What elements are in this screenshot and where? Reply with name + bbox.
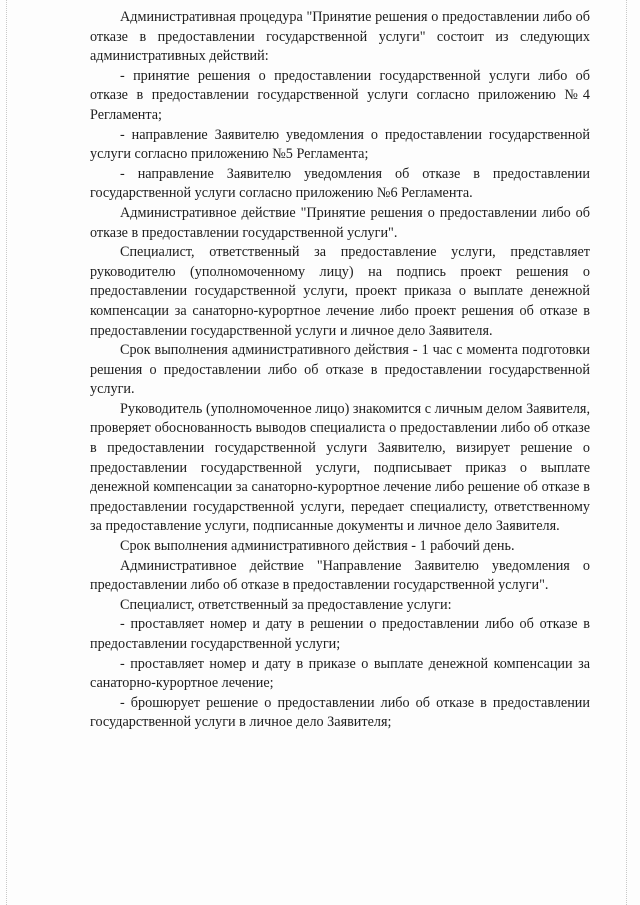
paragraph: Административная процедура "Принятие решения о предоставлении либо об отказе в предоставлении государственной услуги" состоит из следующих административных действий:: [90, 9, 590, 65]
paragraph: - брошюрует решение о предоставлении либо об отказе в предоставлении государственной услуги в личное дело Заявителя;: [90, 694, 590, 731]
paragraph: Срок выполнения административного действия - 1 рабочий день.: [120, 538, 515, 555]
paragraph: - проставляет номер и дату в решении о предоставлении либо об отказе в предоставлении государственной услуги;: [90, 616, 590, 652]
paragraph: Административное действие "Принятие решения о предоставлении либо об отказе в предоставлении государственной услуги".: [90, 204, 590, 241]
paragraph: Специалист, ответственный за предоставление услуги, представляет руководителю (уполномоченному лицу) на подпись проект решения о предоставлении государственной услуги, проект приказа о выплате денежной компенсации за санаторно-курортное лечение либо проект решения об отказе в предоставлении государственной услуги и личное дело Заявителя.: [90, 244, 590, 339]
paragraph: - направление Заявителю уведомления о предоставлении государственной услуги согласно приложению №5 Регламента;: [90, 126, 590, 163]
paragraph: Административное действие "Направление Заявителю уведомления о предоставлении либо об отказе в предоставлении государственной услуги".: [90, 557, 590, 594]
left-scan-edge: [6, 0, 8, 905]
paragraph: Срок выполнения административного действия - 1 час с момента подготовки решения о предоставлении либо об отказе в предоставлении государственной услуги.: [90, 342, 590, 398]
paragraph: - проставляет номер и дату в приказе о выплате денежной компенсации за санаторно-курортное лечение;: [90, 655, 590, 692]
document-body: [90, 8, 590, 733]
paragraph: Руководитель (уполномоченное лицо) знакомится с личным делом Заявителя, проверяет обоснованность выводов специалиста о предоставлении либо об отказе в предоставлении государственной услуги Заявителю, визирует решение о предоставлении государственной услуги, подписывает приказ о выплате денежной компенсации за санаторно-курортное лечение либо решение об отказе в предоставлении государственной услуги, передает специалисту, ответственному за предоставление услуги, подписанные документы и личное дело Заявителя.: [90, 400, 590, 535]
right-scan-edge: [626, 0, 628, 905]
paragraph: - направление Заявителю уведомления об отказе в предоставлении государственной услуги согласно приложению №6 Регламента.: [90, 165, 590, 202]
paragraph: Специалист, ответственный за предоставление услуги:: [120, 596, 452, 613]
paragraph: - принятие решения о предоставлении государственной услуги либо об отказе в предоставлении государственной услуги согласно приложению №4 Регламента;: [90, 67, 590, 123]
